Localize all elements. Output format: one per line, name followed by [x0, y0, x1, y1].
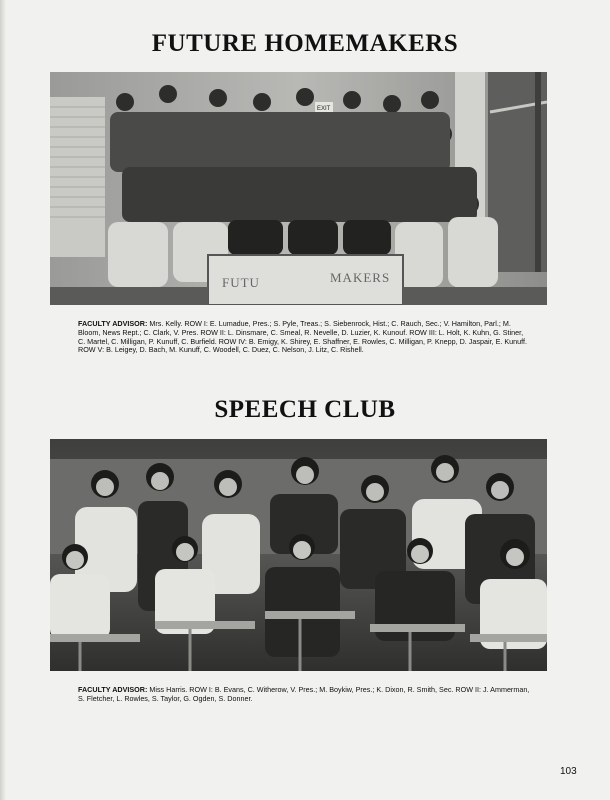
caption-future-homemakers	[78, 320, 530, 355]
caption-lead: FACULTY ADVISOR:	[78, 685, 148, 694]
page-number: 103	[560, 766, 577, 777]
section-title-speech-club: SPEECH CLUB	[214, 396, 396, 423]
caption-body: Mrs. Kelly. ROW I: E. Lumadue, Pres.; S. Pyle, Treas.; S. Siebenrock, Hist.; C. Rauch, Sec.; V. Hamilton, Parl.; M. Bloom, News Rept.; C. Clark, V. Pres. ROW II: L. Dinsmare, C. Smeal, R. Nevelle, D. Luzier, K. Kunouf. ROW III: L. Holt, K. Kuhn, G. Stiner, C. Martel, C. Milligan, P. Kunuff, C. Burfield. ROW IV: B. Emigy, K. Shirey, E. Shaffner, E. Rowles, C. Milligan, P. Knepp, D. Jaspair, E. Kunuff. ROW V: B. Leigey, D. Bach, M. Kunuff, C. Woodell, C. Duez, C. Nelson, J. Litz, C. Rishell.	[78, 319, 528, 355]
section-title-future-homemakers: FUTURE HOMEMAKERS	[151, 30, 459, 57]
photo-speech-club	[50, 439, 547, 671]
exit-sign-text: EXIT	[317, 106, 331, 112]
caption-lead: FACULTY ADVISOR:	[78, 319, 148, 328]
caption-body: Miss Harris. ROW I: B. Evans, C. Witherow, V. Pres.; M. Boykiw, Pres.; K. Dixon, R. Smith, Sec. ROW II: J. Ammerman, S. Fletcher, L. Rowles, S. Taylor, G. Ogden, S. Donner.	[78, 685, 530, 703]
photo-future-homemakers	[50, 72, 547, 305]
sign-text-left: FUTU	[222, 275, 260, 290]
caption-speech-club	[78, 686, 530, 704]
sign-text-right: MAKERS	[330, 270, 391, 285]
